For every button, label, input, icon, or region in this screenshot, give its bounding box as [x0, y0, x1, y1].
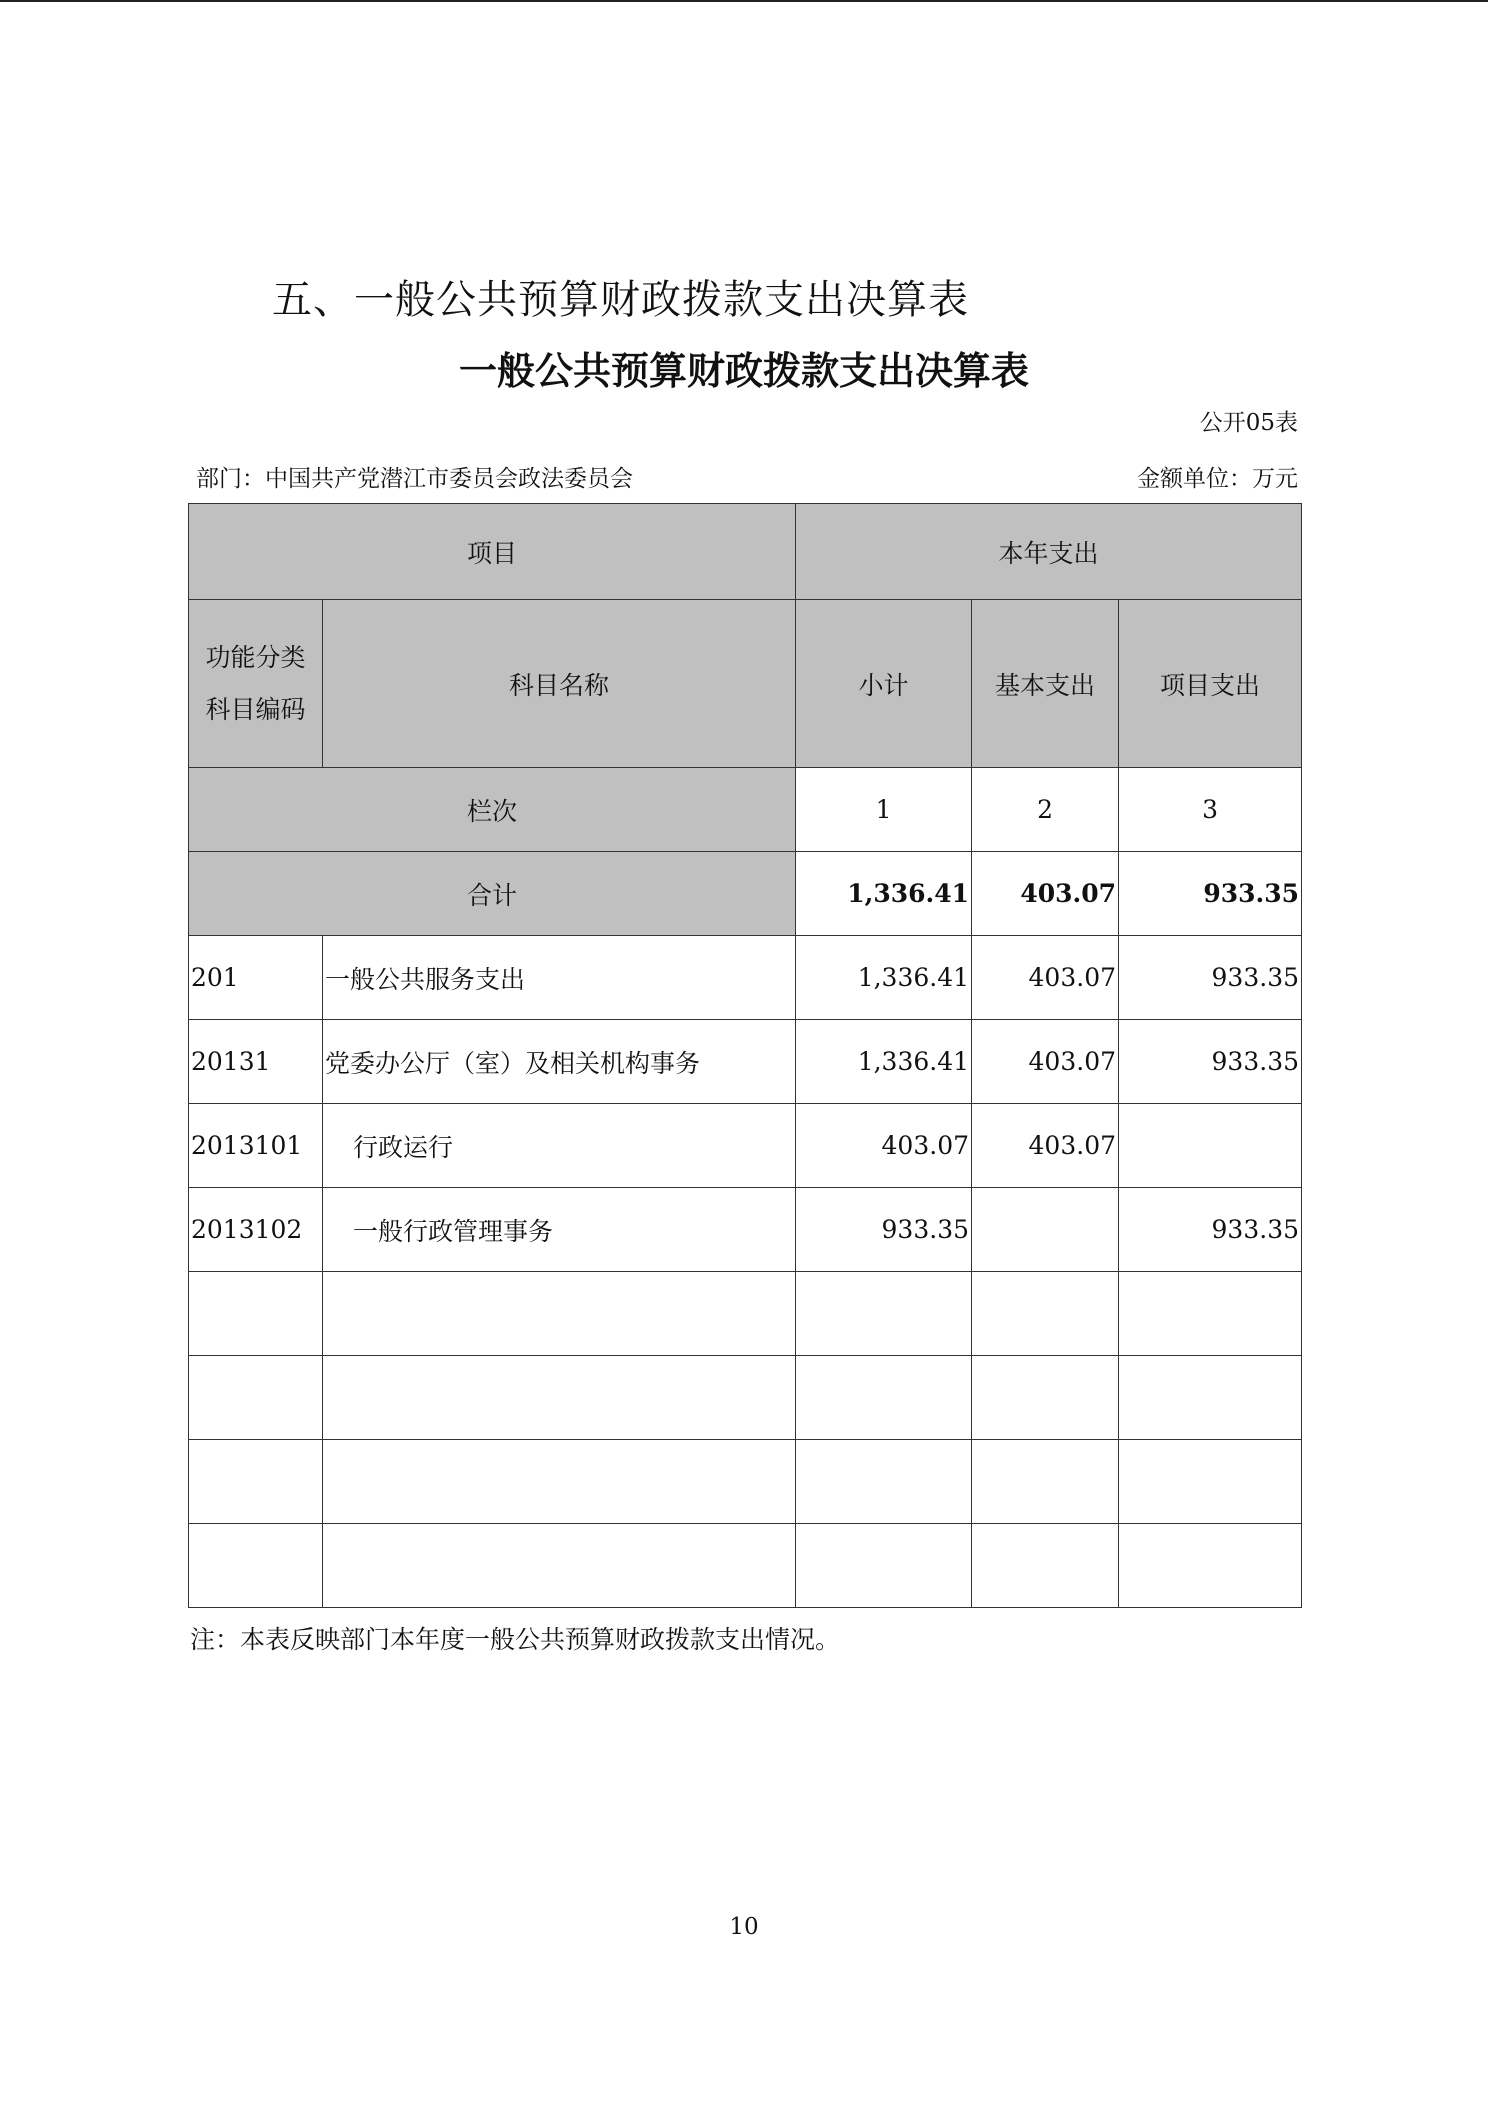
- empty-cell: [323, 1440, 796, 1524]
- empty-cell: [1119, 1524, 1302, 1608]
- empty-cell: [323, 1524, 796, 1608]
- header-row-columns: [189, 600, 1302, 768]
- total-label: 合计: [189, 852, 796, 936]
- empty-cell: [972, 1272, 1119, 1356]
- empty-row: [189, 1440, 1302, 1524]
- header-subtotal: 小计: [796, 600, 972, 768]
- row-name: 党委办公厅（室）及相关机构事务: [323, 1020, 796, 1104]
- header-code-line1: 功能分类: [205, 642, 306, 672]
- index-2: 2: [972, 768, 1119, 852]
- row-basic: 403.07: [972, 1104, 1119, 1188]
- page-number: 10: [729, 1914, 759, 1940]
- empty-cell: [972, 1524, 1119, 1608]
- index-1: 1: [796, 768, 972, 852]
- empty-row: [189, 1356, 1302, 1440]
- row-project: 933.35: [1119, 1020, 1302, 1104]
- row-code: 2013101: [189, 1104, 323, 1188]
- empty-row: [189, 1524, 1302, 1608]
- row-name: 行政运行: [323, 1104, 796, 1188]
- unit-label: 金额单位：万元: [1137, 466, 1298, 492]
- total-basic: 403.07: [972, 852, 1119, 936]
- empty-cell: [189, 1524, 323, 1608]
- empty-cell: [189, 1356, 323, 1440]
- row-code: 201: [189, 936, 323, 1020]
- table-row: [189, 936, 1302, 1020]
- empty-cell: [796, 1440, 972, 1524]
- empty-cell: [189, 1272, 323, 1356]
- table-code: 公开05表: [1199, 410, 1298, 436]
- row-code: 20131: [189, 1020, 323, 1104]
- empty-cell: [796, 1524, 972, 1608]
- header-subject-name: 科目名称: [323, 600, 796, 768]
- row-name: 一般公共服务支出: [323, 936, 796, 1020]
- header-basic: 基本支出: [972, 600, 1119, 768]
- department-label: 部门：中国共产党潜江市委员会政法委员会: [196, 466, 633, 492]
- empty-cell: [1119, 1356, 1302, 1440]
- header-row-item: [189, 504, 1302, 600]
- empty-row: [189, 1272, 1302, 1356]
- header-column-index: 栏次: [189, 768, 796, 852]
- header-function-code: [189, 600, 323, 768]
- row-subtotal: 1,336.41: [796, 936, 972, 1020]
- header-row-index: [189, 768, 1302, 852]
- row-basic: 403.07: [972, 1020, 1119, 1104]
- empty-cell: [323, 1356, 796, 1440]
- total-row: [189, 852, 1302, 936]
- row-code: 2013102: [189, 1188, 323, 1272]
- row-subtotal: 1,336.41: [796, 1020, 972, 1104]
- row-subtotal: 403.07: [796, 1104, 972, 1188]
- table-row: [189, 1020, 1302, 1104]
- row-project: [1119, 1104, 1302, 1188]
- row-name: 一般行政管理事务: [323, 1188, 796, 1272]
- table-row: [189, 1188, 1302, 1272]
- table-note: 注：本表反映部门本年度一般公共预算财政拨款支出情况。: [190, 1625, 841, 1654]
- empty-cell: [1119, 1272, 1302, 1356]
- header-code-line2: 科目编码: [205, 694, 306, 724]
- table-title: 一般公共预算财政拨款支出决算表: [458, 348, 1029, 393]
- row-subtotal: 933.35: [796, 1188, 972, 1272]
- empty-cell: [1119, 1440, 1302, 1524]
- total-project: 933.35: [1119, 852, 1302, 936]
- empty-cell: [796, 1272, 972, 1356]
- empty-cell: [189, 1440, 323, 1524]
- table-row: [189, 1104, 1302, 1188]
- top-border-line: [0, 0, 1488, 2]
- row-basic: [972, 1188, 1119, 1272]
- row-basic: 403.07: [972, 936, 1119, 1020]
- row-project: 933.35: [1119, 936, 1302, 1020]
- empty-cell: [972, 1440, 1119, 1524]
- header-project: 项目支出: [1119, 600, 1302, 768]
- row-project: 933.35: [1119, 1188, 1302, 1272]
- empty-cell: [796, 1356, 972, 1440]
- header-item: 项目: [189, 504, 796, 600]
- section-heading: 五、一般公共预算财政拨款支出决算表: [272, 277, 969, 323]
- index-3: 3: [1119, 768, 1302, 852]
- total-subtotal: 1,336.41: [796, 852, 972, 936]
- budget-table: [188, 503, 1302, 1608]
- header-current-year-expenditure: 本年支出: [796, 504, 1302, 600]
- empty-cell: [972, 1356, 1119, 1440]
- empty-cell: [323, 1272, 796, 1356]
